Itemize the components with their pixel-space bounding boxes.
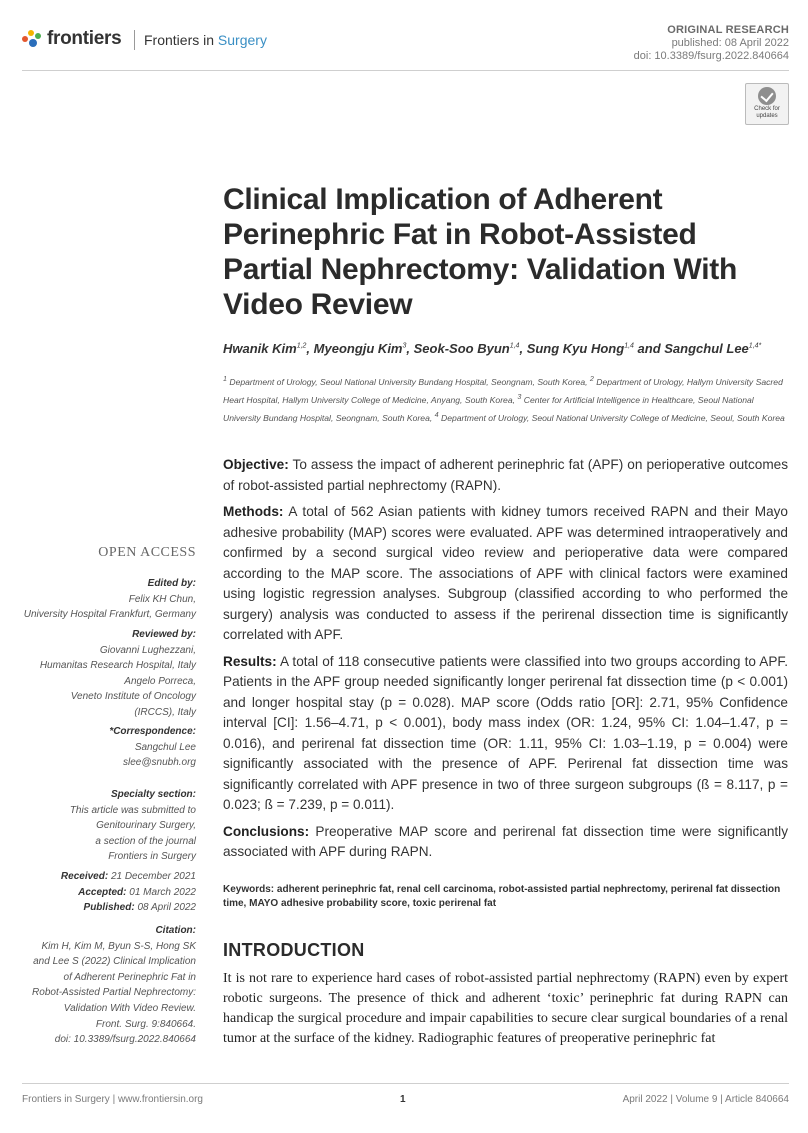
check-for-updates-badge[interactable]: [745, 83, 789, 125]
introduction-text: It is not rare to experience hard cases of robot-assisted partial nephrectomy (RAPN) even by expert robotic surgeons. The presence of thick and adherent ‘toxic’ perinephric fat during RAPN can handicap the surgical procedure and impair capabilities to secure clear surgical boundaries of a renal tumor at the surface of the kidney. Radiographic features of preoperative perinephric fat: [223, 971, 788, 1046]
reviewed-by-section: Reviewed by: Giovanni Lughezzani, Humanitas Research Hospital, Italy Angelo Porreca, Veneto Institute of Oncology (IRCCS), Italy: [39, 629, 196, 718]
abstract-conclusions: Conclusions: Preoperative MAP score and perirenal fat dissection time were significantly associated with APF during RAPN.: [223, 823, 788, 859]
published-date: published: 08 April 2022: [671, 37, 789, 49]
affiliations: $^1$ Department of Urology, Seoul National University Bundang Hospital, Seongnam, South Korea, $^2$ Department of Urology, Hallym University Sacred Heart Hospital, Hallym University College of Medicine, Anyang, South Korea, $^3$ Center for Artificial Intelligence in Healthcare, Seoul National University Bundang Hospital, Seongnam, South Korea, $^4$ Department of Urology, Seoul National University College of Medicine, Seoul, South Korea: [223, 375, 785, 423]
introduction-heading: INTRODUCTION: [223, 940, 365, 960]
author[interactable]: Sangchul Lee: [664, 341, 749, 356]
abstract-methods: Methods: A total of 562 Asian patients with kidney tumors received RAPN and their Mayo adhesive probability (MAP) scores were evaluated. APF was determined intraoperatively and confirmed by a second surgical video review and perioperative data were compared according to the MAP score. The associations of APF with clinical factors were examined using logistic regression analyses. Subgroup (classified according to who performed the surgery) analysis was conducted to assess if the perirenal dissection time is significantly correlated with APF.: [223, 504, 788, 642]
check-icon: [758, 87, 776, 105]
affiliation: Department of Urology, Seoul National University Bundang Hospital, Seongnam, South Korea,: [229, 376, 588, 387]
affiliation: Center for Artificial Intelligence in Healthcare, Seoul National University Bundang Hospital, Seongnam, South Korea,: [223, 394, 754, 423]
frontiers-logo-icon: [22, 29, 42, 49]
frontiers-logo[interactable]: [22, 28, 121, 50]
footer-journal-link[interactable]: Frontiers in Surgery | www.frontiersin.org: [22, 1094, 203, 1105]
brand-name: frontiers: [47, 28, 122, 49]
citation-section: Citation: Kim H, Kim M, Byun S-S, Hong SK and Lee S (2022) Clinical Implication of Adherent Perinephric Fat in Robot-Assisted Partial Nephrectomy: Validation With Video Review. Front. Surg. 9:840664. doi: 10.3389/fsurg.2022.840664: [32, 925, 196, 1046]
abstract-objective: Objective: To assess the impact of adherent perinephric fat (APF) on perioperative outcomes of robot-assisted partial nephrectomy (RAPN).: [223, 457, 788, 493]
edited-by-section: Edited by: Felix KH Chun, University Hospital Frankfurt, Germany: [23, 578, 196, 621]
header-divider: [134, 30, 135, 50]
article-title: Clinical Implication of Adherent Perinephric Fat in Robot-Assisted Partial Nephrectomy: Validation With Video Review: [223, 183, 738, 321]
journal-accent: Surgery: [217, 32, 267, 48]
open-access-label: OPEN ACCESS: [98, 545, 196, 560]
author[interactable]: Sung Kyu Hong: [526, 341, 625, 356]
keywords: Keywords: adherent perinephric fat, renal cell carcinoma, robot-assisted partial nephrectomy, perirenal fat dissection time, MAYO adhesive probability score, toxic perirenal fat: [223, 884, 781, 909]
header-rule: [22, 70, 789, 71]
correspondence-email[interactable]: slee@snubh.org: [123, 757, 196, 769]
dates-section: Received: 21 December 2021 Accepted: 01 March 2022 Published: 08 April 2022: [60, 871, 196, 914]
check-for-updates-label: Check for updates: [754, 106, 780, 119]
author[interactable]: Hwanik Kim: [223, 341, 297, 356]
affiliation: Department of Urology, Seoul National University College of Medicine, Seoul, South Korea: [441, 412, 785, 423]
specialty-section: Specialty section: This article was submitted to Genitourinary Surgery, a section of the journal Frontiers in Surgery: [69, 789, 196, 863]
author[interactable]: Seok-Soo Byun: [413, 341, 510, 356]
author[interactable]: Myeongju Kim: [313, 341, 403, 356]
abstract: [223, 455, 788, 869]
doi[interactable]: doi: 10.3389/fsurg.2022.840664: [633, 50, 789, 62]
journal-name[interactable]: Frontiers in Surgery: [144, 32, 267, 48]
article-type: ORIGINAL RESEARCH: [667, 24, 789, 36]
affiliation: Department of Urology, Hallym University Sacred Heart Hospital, Hallym University College of Medicine, Anyang, South Korea,: [223, 376, 783, 405]
footer-rule: [22, 1083, 789, 1084]
footer-volume-info: April 2022 | Volume 9 | Article 840664: [622, 1094, 789, 1105]
correspondence-section: *Correspondence: Sangchul Lee slee@snubh.org: [22, 724, 196, 771]
author-list: Hwanik Kim$^{1,2}$, Myeongju Kim$^3$, Seok-Soo Byun$^{1,4}$, Sung Kyu Hong$^{1,4}$ and Sangchul Lee$^{1,4*}$: [223, 341, 762, 356]
page-number: 1: [400, 1094, 406, 1105]
abstract-results: Results: A total of 118 consecutive patients were classified into two groups according to APF. Patients in the APF group needed significantly longer perirenal fat dissection time (p < 0.001) and longer hospital stay (p = 0.028). MAP score (Odds ratio [OR]: 2.71, 95% Confidence interval [CI]: 1.56–4.71, p < 0.001), body mass index (OR: 1.24, 95% CI: 1.04–1.47, p = 0.016), and perirenal fat dissection time (OR: 1.11, 95% CI: 1.03–1.19, p = 0.004) were significantly associated with the presence of APF. Perirenal fat dissection time was significantly correlated with APF presence in two of three surgeon subgroups (ß = 8.117, p = 0.023; ß = 7.239, p = 0.011).: [223, 653, 788, 812]
